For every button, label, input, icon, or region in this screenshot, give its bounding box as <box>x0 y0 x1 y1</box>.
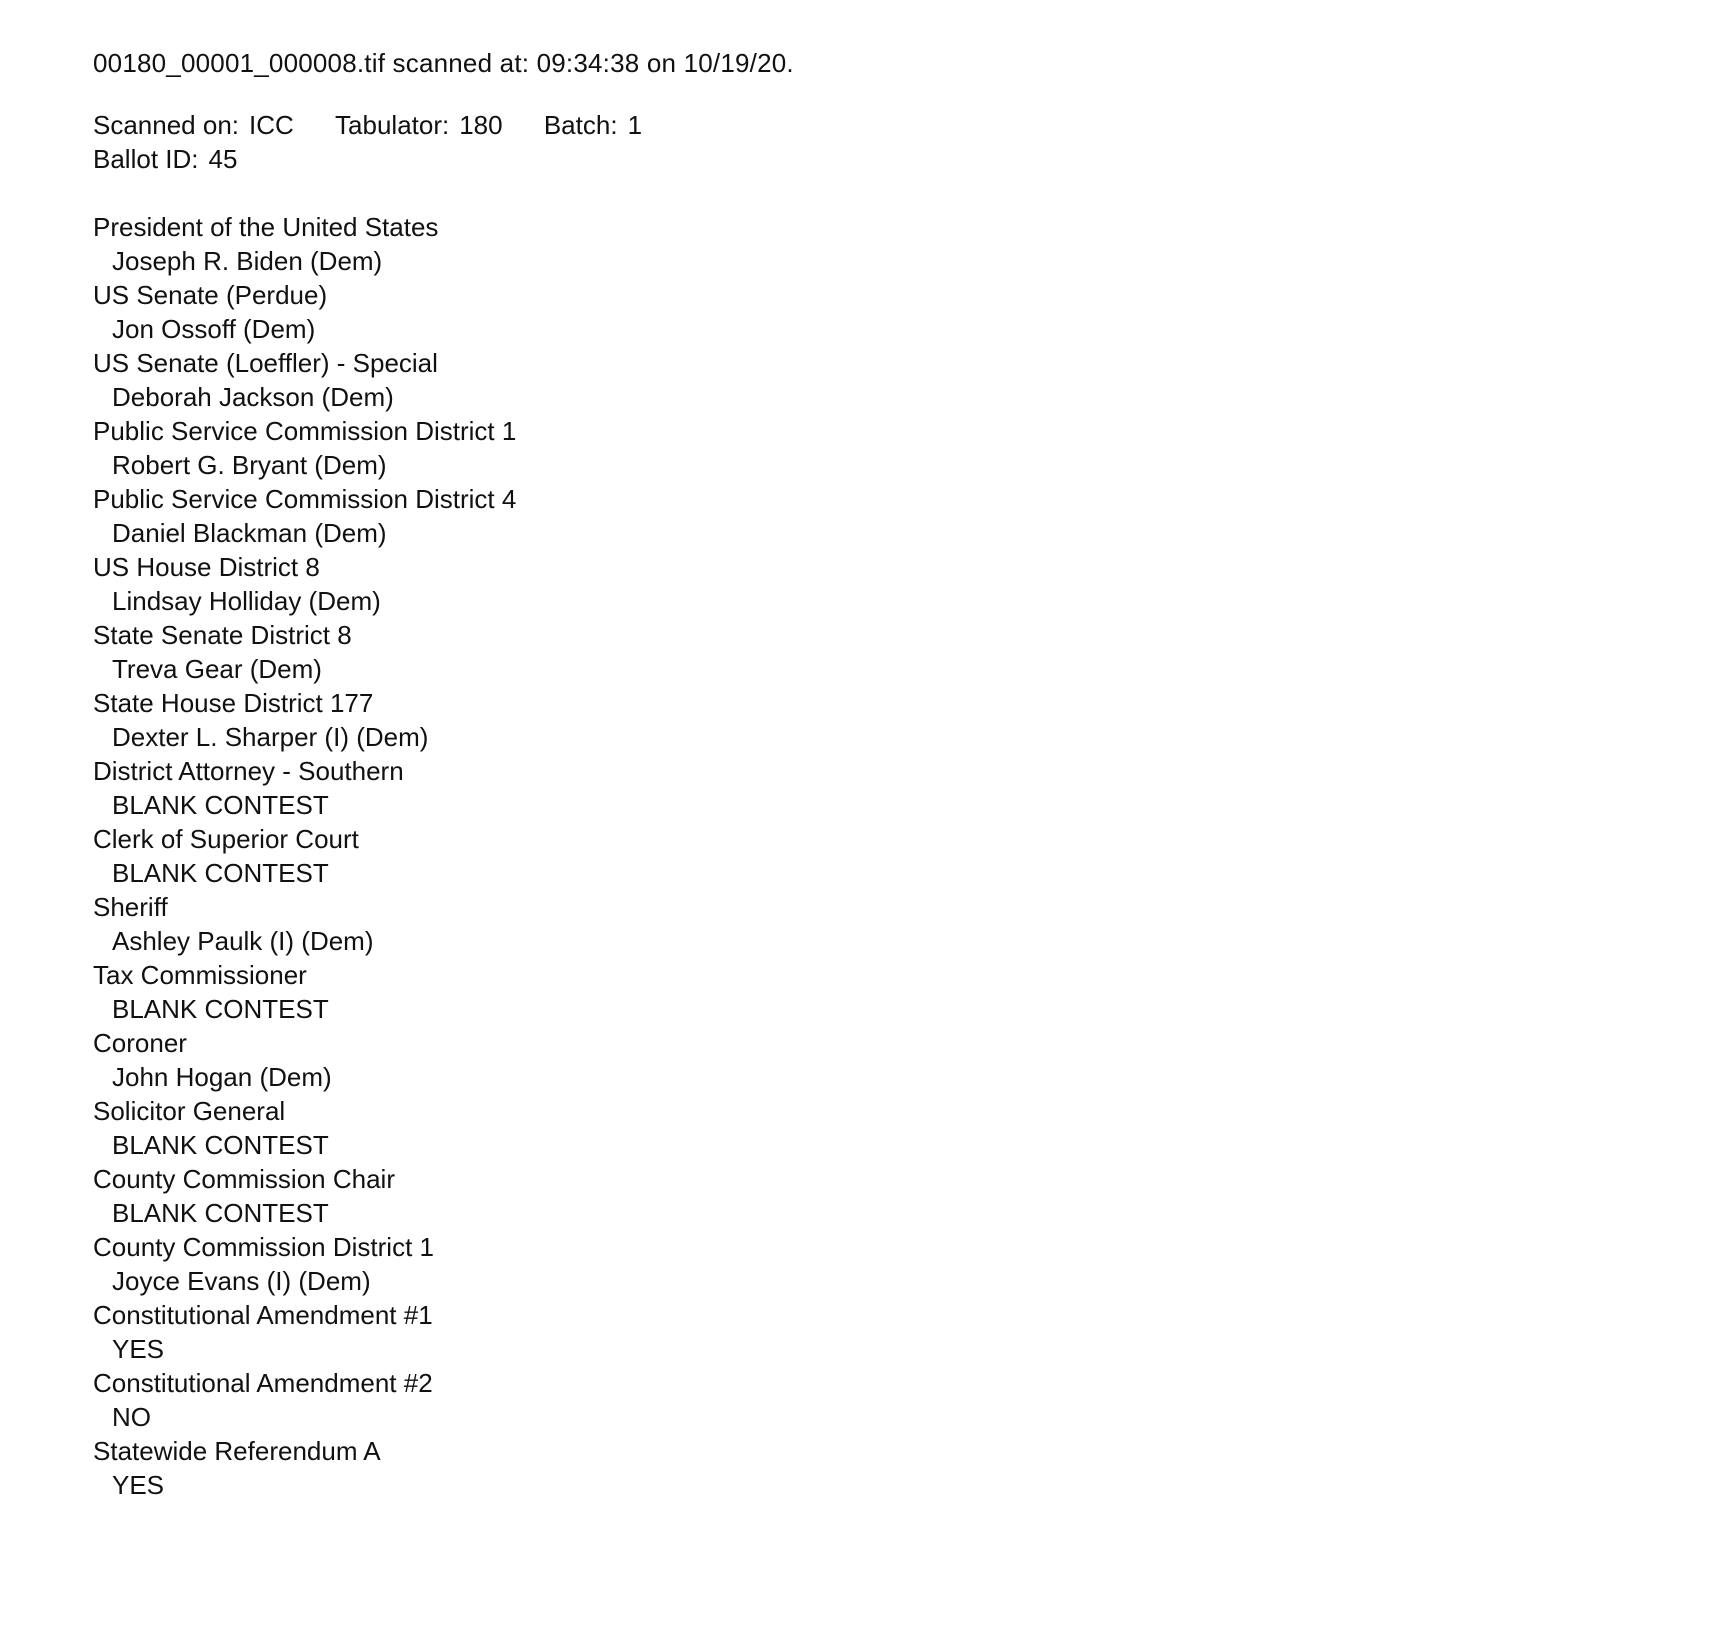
contest-selection: BLANK CONTEST <box>112 858 329 888</box>
ballot-id-label: Ballot ID: <box>93 144 199 174</box>
contest-selection: BLANK CONTEST <box>112 1130 329 1160</box>
contest-selection: BLANK CONTEST <box>112 994 329 1024</box>
contest-title: Coroner <box>93 1028 187 1058</box>
contest-title: Clerk of Superior Court <box>93 824 359 854</box>
contest-title: District Attorney - Southern <box>93 756 404 786</box>
contest-selection: Jon Ossoff (Dem) <box>112 314 316 344</box>
contest-selection: Daniel Blackman (Dem) <box>112 518 387 548</box>
contest-title: US House District 8 <box>93 552 320 582</box>
contest-title: Statewide Referendum A <box>93 1436 381 1466</box>
scan-filename-line: 00180_00001_000008.tif scanned at: 09:34:38 on 10/19/20. <box>93 48 794 78</box>
contest-title: State Senate District 8 <box>93 620 352 650</box>
batch-value: 1 <box>627 110 643 140</box>
contest-selection: YES <box>112 1470 165 1500</box>
scanner-info-line <box>93 108 1672 142</box>
tabulator-value: 180 <box>459 110 503 140</box>
ballot-id-value: 45 <box>208 144 238 174</box>
contest-title: State House District 177 <box>93 688 374 718</box>
scanned-on-label: Scanned on: <box>93 110 240 140</box>
batch-label: Batch: <box>543 110 618 140</box>
contest-selection: YES <box>112 1334 165 1364</box>
contest-title: US Senate (Perdue) <box>93 280 328 310</box>
contest-selection: Ashley Paulk (I) (Dem) <box>112 926 374 956</box>
contest-list <box>93 210 1672 1502</box>
contest-selection: John Hogan (Dem) <box>112 1062 332 1092</box>
contest-title: Public Service Commission District 1 <box>93 416 517 446</box>
contest-title: Constitutional Amendment #2 <box>93 1368 433 1398</box>
contest-title: Tax Commissioner <box>93 960 307 990</box>
contest-selection: BLANK CONTEST <box>112 1198 329 1228</box>
contest-selection: Robert G. Bryant (Dem) <box>112 450 387 480</box>
contest-title: Public Service Commission District 4 <box>93 484 517 514</box>
contest-selection: Joyce Evans (I) (Dem) <box>112 1266 371 1296</box>
contest-title: Sheriff <box>93 892 168 922</box>
contest-title: County Commission Chair <box>93 1164 395 1194</box>
contest-title: US Senate (Loeffler) - Special <box>93 348 438 378</box>
ballot-id-line <box>93 142 1672 176</box>
contest-selection: Joseph R. Biden (Dem) <box>112 246 383 276</box>
scanned-on-field <box>93 110 301 140</box>
tabulator-label: Tabulator: <box>335 110 450 140</box>
contest-selection: Dexter L. Sharper (I) (Dem) <box>112 722 429 752</box>
contest-selection: Lindsay Holliday (Dem) <box>112 586 381 616</box>
batch-field <box>544 110 642 140</box>
contest-selection: Deborah Jackson (Dem) <box>112 382 394 412</box>
contest-selection: BLANK CONTEST <box>112 790 329 820</box>
contest-title: Solicitor General <box>93 1096 286 1126</box>
tabulator-field <box>335 110 510 140</box>
contest-title: President of the United States <box>93 212 439 242</box>
contest-title: County Commission District 1 <box>93 1232 434 1262</box>
scanned-on-value: ICC <box>249 110 294 140</box>
contest-selection: Treva Gear (Dem) <box>112 654 322 684</box>
contest-title: Constitutional Amendment #1 <box>93 1300 433 1330</box>
contest-selection: NO <box>112 1402 151 1432</box>
